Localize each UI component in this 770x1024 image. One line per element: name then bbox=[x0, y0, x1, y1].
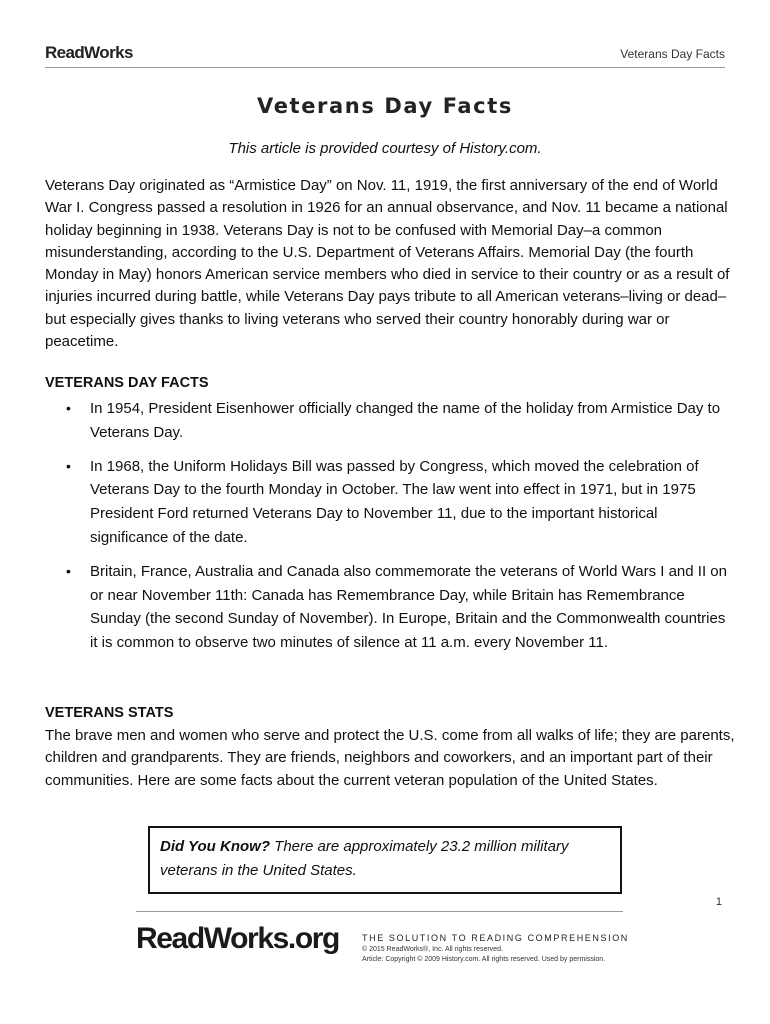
courtesy-note: This article is provided courtesy of History.com. bbox=[228, 140, 542, 157]
list-item: • In 1954, President Eisenhower officially changed the name of the holiday from Armistice Day to Veterans Day. bbox=[45, 397, 735, 445]
readworks-footer-logo: ReadWorks.org bbox=[136, 922, 339, 955]
facts-list bbox=[45, 397, 735, 665]
header-document-title: Veterans Day Facts bbox=[620, 47, 725, 61]
list-item: • Britain, France, Australia and Canada also commemorate the veterans of World Wars I and II on or near November 11th: Canada has Remembrance Day, while Britain has Remembrance Sunday (the second Sunday of November). In Europe, Britain and the Commonwealth countries it is common to observe two minutes of silence at 11 a.m. every November 11. bbox=[45, 560, 735, 655]
footer-divider bbox=[136, 911, 623, 912]
callout-text: There are approximately 23.2 million military veterans in the United States. bbox=[160, 838, 569, 879]
page-title: Veterans Day Facts bbox=[257, 94, 513, 118]
facts-heading: VETERANS DAY FACTS bbox=[45, 375, 209, 391]
readworks-header-logo: ReadWorks bbox=[45, 43, 133, 62]
did-you-know-callout bbox=[148, 826, 622, 894]
footer-article-copyright: Article: Copyright © 2009 History.com. All rights reserved. Used by permission. bbox=[362, 956, 606, 963]
footer-copyright: © 2015 ReadWorks®, Inc. All rights reserved. bbox=[362, 946, 503, 953]
header-divider bbox=[45, 67, 725, 68]
stats-paragraph: The brave men and women who serve and protect the U.S. come from all walks of life; they are parents, children and grandparents. They are friends, neighbors and coworkers, and an important part of their communities. Here are some facts about the current veteran population of the United States. bbox=[45, 727, 735, 789]
list-item: • In 1968, the Uniform Holidays Bill was passed by Congress, which moved the celebration of Veterans Day to the fourth Monday in October. The law went into effect in 1971, but in 1975 President Ford returned Veterans Day to November 11, due to the important historical significance of the date. bbox=[45, 455, 735, 550]
page-number: 1 bbox=[715, 896, 722, 908]
intro-paragraph: Veterans Day originated as “Armistice Day” on Nov. 11, 1919, the first anniversary of the end of World War I. Congress passed a resolution in 1926 for an annual observance, and Nov. 11 became a national holiday beginning in 1938. Veterans Day is not to be confused with Memorial Day–a common misunderstanding, according to the U.S. Department of Veterans Affairs. Memorial Day (the fourth Monday in May) honors American service members who died in service to their country or as a result of injuries incurred during battle, while Veterans Day pays tribute to all American veterans–living or dead–but especially gives thanks to living veterans who served their country honorably during war or peacetime. bbox=[45, 177, 730, 351]
stats-heading: VETERANS STATS bbox=[45, 705, 174, 721]
callout-label: Did You Know? bbox=[160, 838, 270, 855]
footer-tagline: THE SOLUTION TO READING COMPREHENSION bbox=[362, 933, 629, 943]
